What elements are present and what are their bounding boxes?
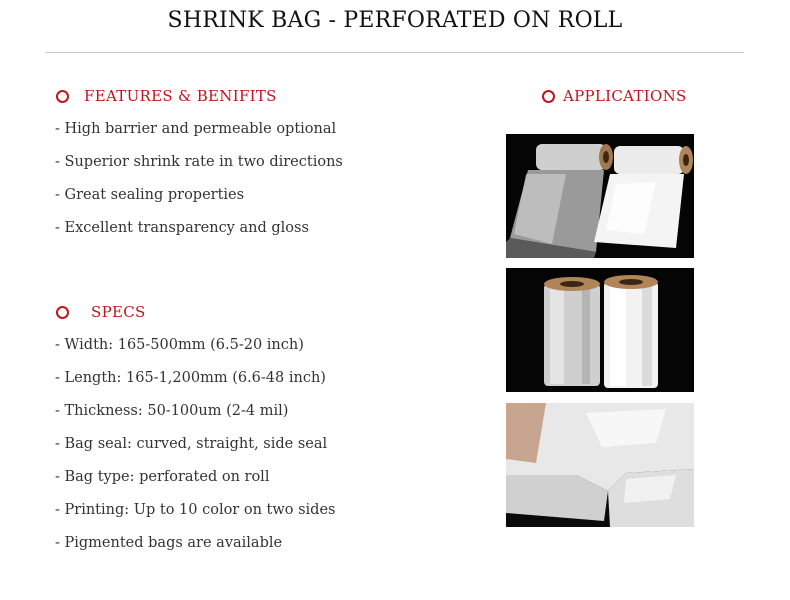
specs-heading [56, 303, 146, 321]
list-item: - Printing: Up to 10 color on two sides [55, 502, 336, 518]
circle-bullet-icon [542, 90, 555, 103]
list-item: - High barrier and permeable optional [55, 121, 337, 137]
list-item: - Bag seal: curved, straight, side seal [55, 436, 328, 452]
list-item: - Excellent transparency and gloss [55, 220, 309, 236]
standing-rolls-photo [506, 268, 694, 392]
title-divider [46, 52, 744, 53]
applications-heading-label: APPLICATIONS [563, 87, 687, 105]
features-list [55, 121, 343, 253]
page-title: SHRINK BAG - PERFORATED ON ROLL [167, 8, 623, 33]
white-film-closeup-photo [506, 403, 694, 527]
applications-heading [542, 87, 687, 105]
list-item: - Width: 165-500mm (6.5-20 inch) [55, 337, 304, 353]
specs-heading-label: SPECS [91, 303, 146, 321]
features-heading-label: FEATURES & BENIFITS [84, 87, 277, 105]
specs-list [55, 337, 335, 568]
list-item: - Superior shrink rate in two directions [55, 154, 343, 170]
list-item: - Pigmented bags are available [55, 535, 283, 551]
circle-bullet-icon [56, 90, 69, 103]
list-item: - Great sealing properties [55, 187, 245, 203]
list-item: - Thickness: 50-100um (2-4 mil) [55, 403, 289, 419]
list-item: - Bag type: perforated on roll [55, 469, 270, 485]
circle-bullet-icon [56, 306, 69, 319]
list-item: - Length: 165-1,200mm (6.6-48 inch) [55, 370, 326, 386]
features-heading [56, 87, 277, 105]
clear-and-white-rolls-unrolled-photo [506, 134, 694, 258]
